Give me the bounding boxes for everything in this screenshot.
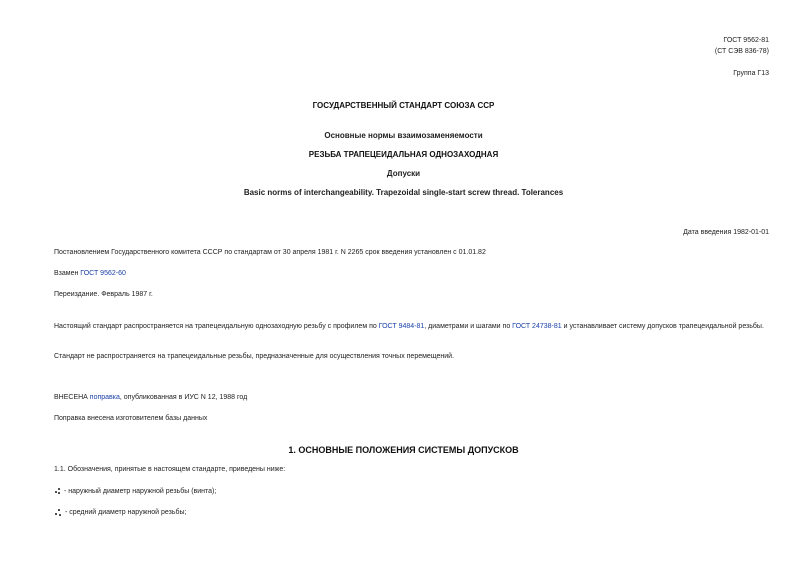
exclusion-text: Стандарт не распространяется на трапецеидальные резьбы, предназначенные для осуществления точных перемещений.	[54, 353, 455, 360]
amendment-suffix: , опубликованная в ИУС N 12, 1988 год	[119, 394, 248, 401]
scope-text-2: , диаметрами и шагами по	[424, 323, 513, 330]
scope-text-3: и устанавливает систему допусков трапецеидальной резьбы.	[561, 323, 764, 330]
doc-group: Группа Г13	[733, 70, 769, 77]
part-title: Допуски	[386, 169, 421, 178]
formula-d-icon	[54, 487, 62, 494]
definition-1-text: - наружный диаметр наружной резьбы (винта);	[64, 488, 217, 495]
scope-paragraph	[38, 322, 770, 332]
replaced-standard-link[interactable]: ГОСТ 9562-60	[80, 270, 126, 277]
gost-24738-link[interactable]: ГОСТ 24738-81	[512, 323, 562, 330]
main-title: РЕЗЬБА ТРАПЕЦЕИДАЛЬНАЯ ОДНОЗАХОДНАЯ	[308, 150, 499, 159]
replaced-line	[54, 270, 126, 277]
doc-number: ГОСТ 9562-81	[723, 37, 769, 44]
definition-outer-diameter	[54, 487, 216, 495]
scope-text-1: Настоящий стандарт распространяется на трапецеидальную однозаходную резьбу с профилем по	[54, 323, 379, 330]
english-title: Basic norms of interchangeability. Trapezoidal single-start screw thread. Tolerances	[243, 188, 564, 197]
doc-replaces-code: (СТ СЭВ 836-78)	[714, 48, 769, 55]
definition-pitch-diameter	[54, 508, 186, 516]
formula-d2-icon	[54, 508, 63, 515]
amendment-link[interactable]: поправка	[89, 394, 120, 401]
subtitle: Основные нормы взаимозаменяемости	[324, 131, 483, 140]
section-1-heading: 1. ОСНОВНЫЕ ПОЛОЖЕНИЯ СИСТЕМЫ ДОПУСКОВ	[288, 445, 519, 455]
definition-2-text: - средний диаметр наружной резьбы;	[65, 509, 187, 516]
intro-date: Дата введения 1982-01-01	[683, 229, 769, 236]
replaced-prefix: Взамен	[54, 270, 81, 277]
state-standard-title: ГОСУДАРСТВЕННЫЙ СТАНДАРТ СОЮЗА ССР	[312, 101, 495, 110]
amendment-note: Поправка внесена изготовителем базы данных	[54, 415, 208, 422]
amendment-line	[54, 394, 247, 401]
gost-9484-link[interactable]: ГОСТ 9484-81	[378, 323, 425, 330]
reissue-text: Переиздание. Февраль 1987 г.	[54, 291, 153, 298]
item-1-1: 1.1. Обозначения, принятые в настоящем стандарте, приведены ниже:	[54, 466, 286, 473]
decree-text: Постановлением Государственного комитета СССР по стандартам от 30 апреля 1981 г. N 2265 срок введения установлен с 01.01.82	[54, 249, 486, 256]
amendment-prefix: ВНЕСЕНА	[54, 394, 90, 401]
